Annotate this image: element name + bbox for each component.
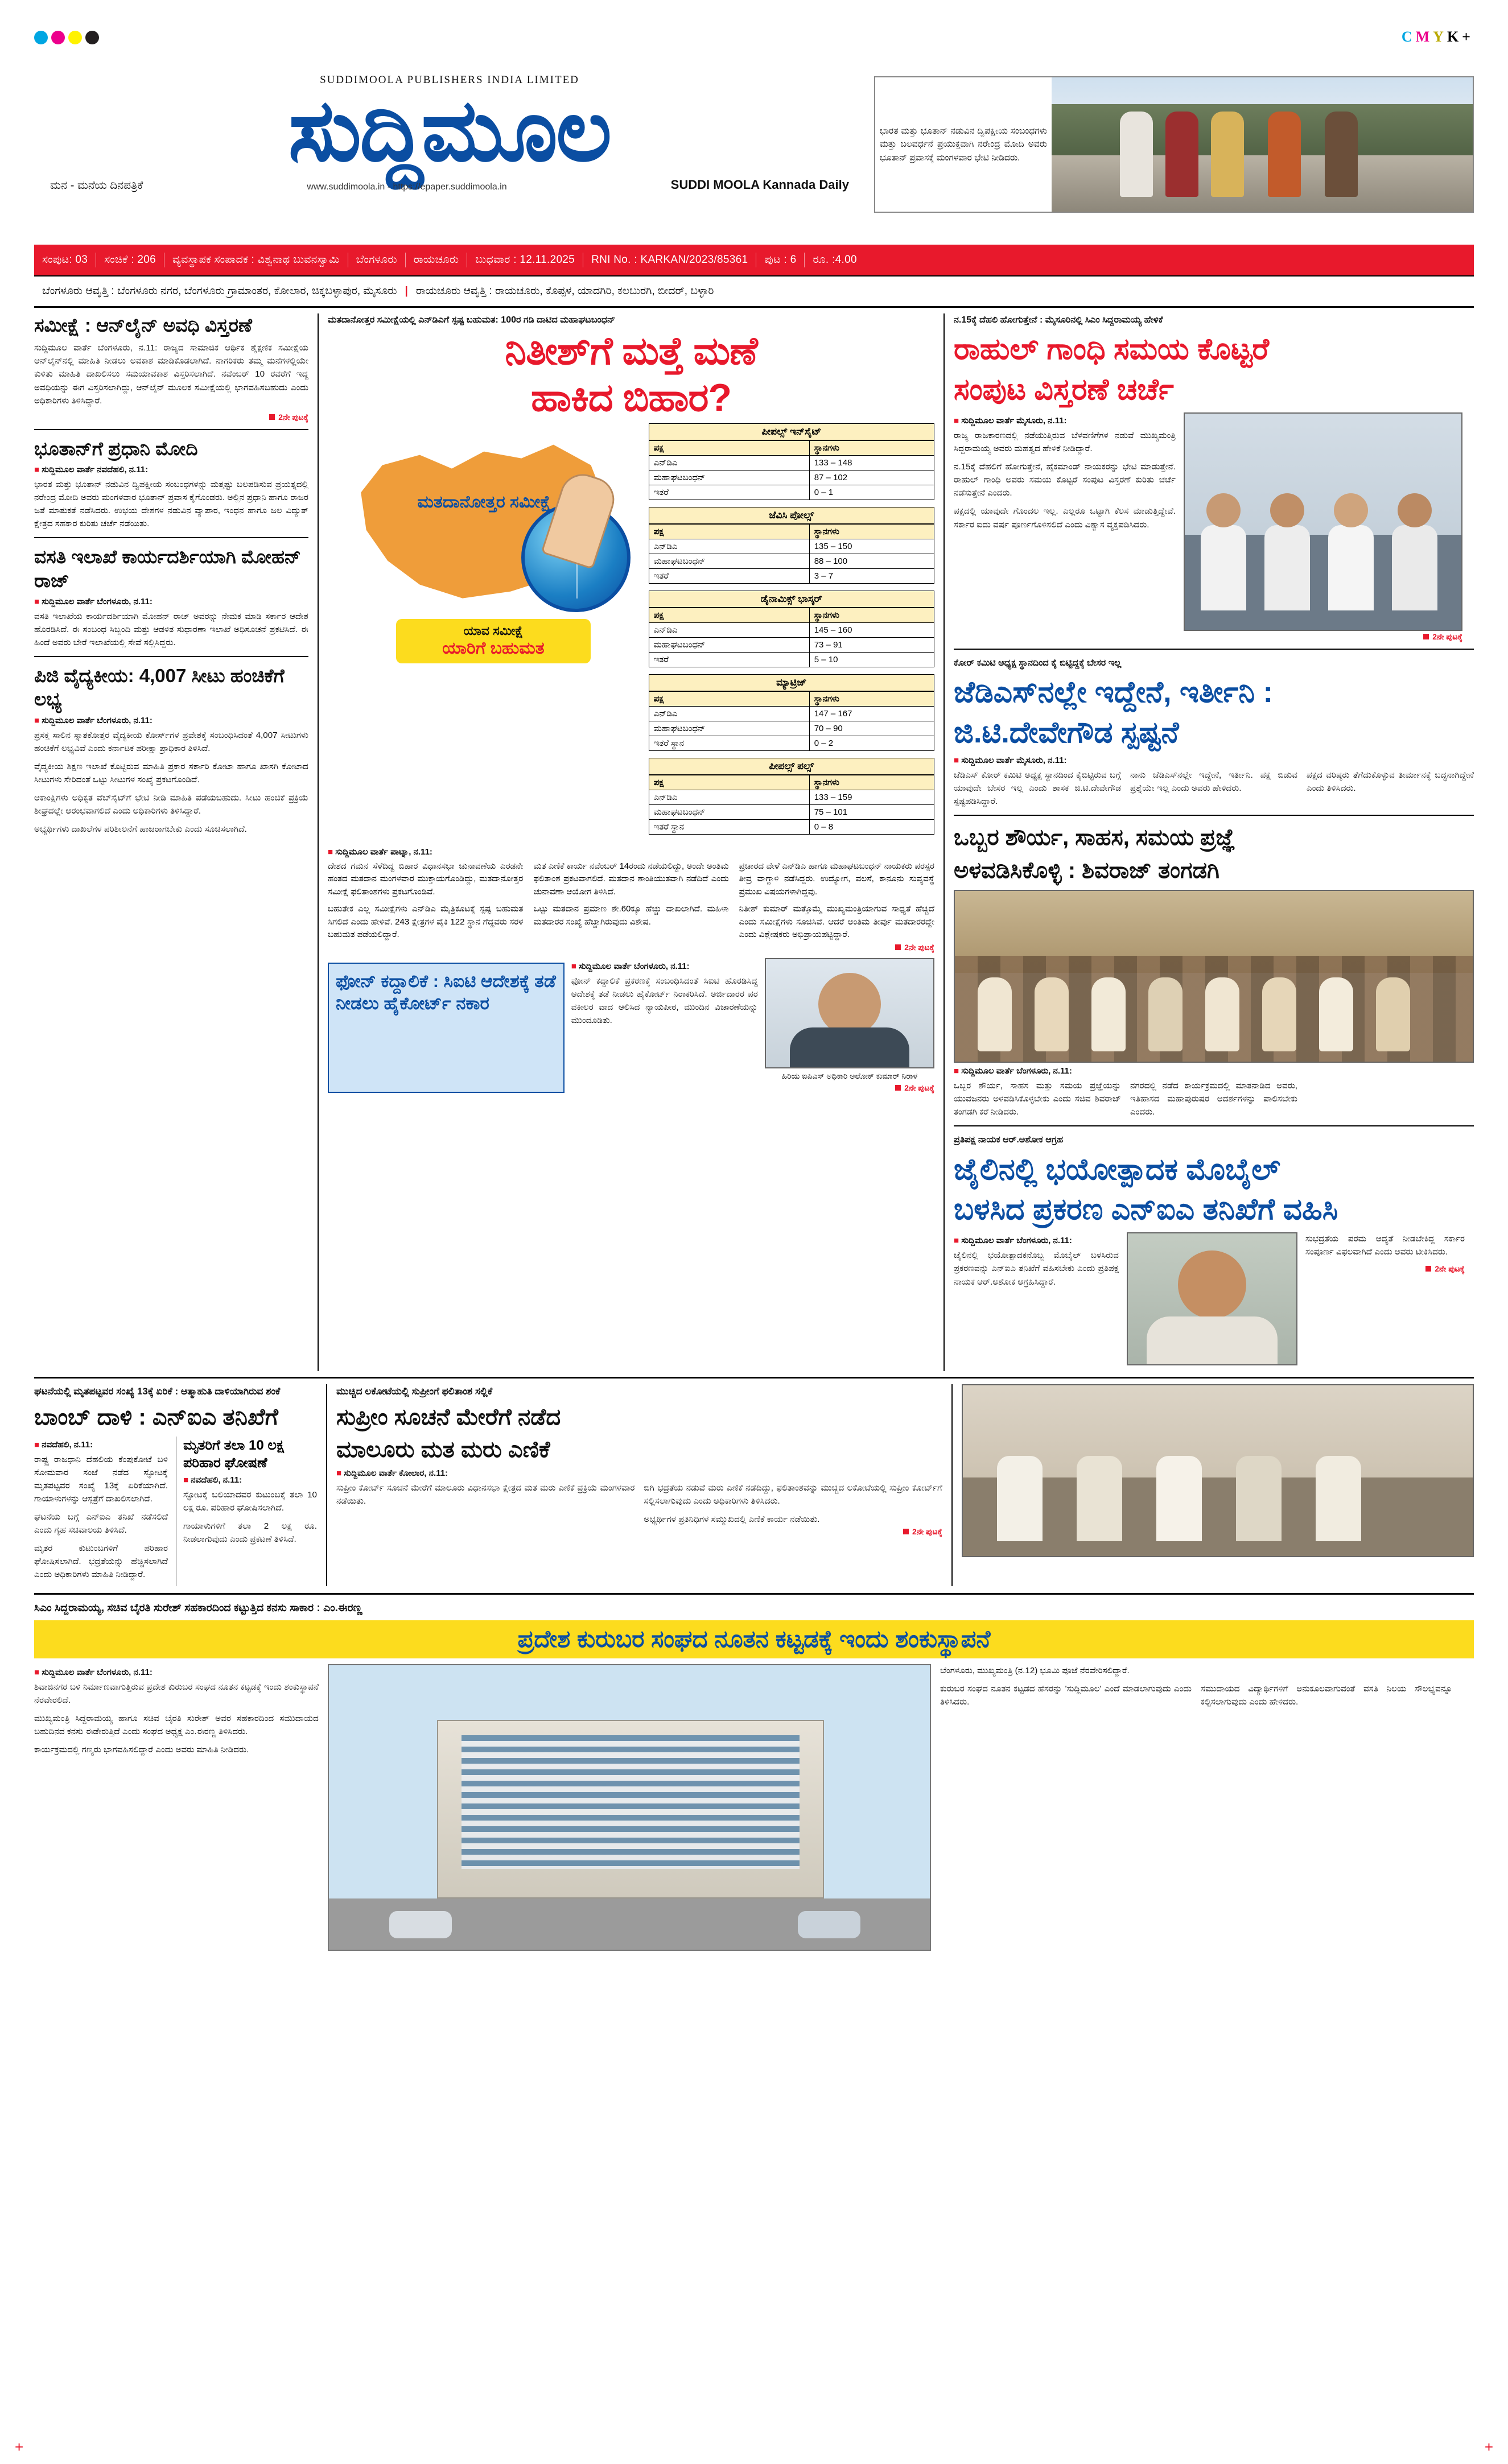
lead-infographic (328, 423, 934, 841)
volume: ಸಂಪುಟ: 03 (42, 254, 88, 266)
story-rahul-kicker: ನ.15ಕ್ಕೆ ದೆಹಲಿ ಹೋಗುತ್ತೇನೆ : ಮೈಸೂರಿನಲ್ಲಿ ಸಿಎಂ ಸಿದ್ದರಾಮಯ್ಯ ಹೇಳಿಕೆ (954, 315, 1163, 325)
story-pg-medical-body3: ಆಕಾಂಕ್ಷಿಗಳು ಅಧಿಕೃತ ವೆಬ್‌ಸೈಟ್‌ಗೆ ಭೇಟಿ ನೀಡಿ ಮಾಹಿತಿ ಪಡೆಯಬಹುದು. ಸೀಟು ಹಂಚಿಕೆ ಪ್ರಕ್ರಿಯೆ ಶೀಘ್ರದಲ್ಲೇ ಆರಂಭವಾಗಲಿದೆ ಎಂದು ಅಧಿಕಾರಿಗಳು ತಿಳಿಸಿದ್ದಾರೆ. (34, 793, 308, 816)
malur-headline2: ಮಾಲೂರು ಮತ ಮರು ಎಣಿಕೆ (336, 1437, 550, 1462)
more-label[interactable]: 2ನೇ ಪುಟಕ್ಕೆ (904, 1083, 934, 1092)
bottom-section (34, 1377, 1474, 1586)
phone-tapping-headline: ಫೋನ್ ಕದ್ದಾಲಿಕೆ : ಸಿಐಟಿ ಆದೇಶಕ್ಕೆ ತಡೆ ನೀಡಲು ಹೈಕೋರ್ಟ್ ನಕಾರ (336, 971, 556, 1013)
poll-row-value: 0 – 2 (809, 736, 934, 750)
story-pg-medical-headline: ಪಿಜಿ ವೈದ್ಯಕೀಯ: 4,007 ಸೀಟು ಹಂಚಿಕೆಗೆ ಲಭ್ಯ (34, 665, 285, 710)
lead-p1: ದೇಶದ ಗಮನ ಸೆಳೆದಿದ್ದ ಬಿಹಾರ ವಿಧಾನಸಭಾ ಚುನಾವಣೆಯ ಎರಡನೇ ಹಂತದ ಮತದಾನ ಮಂಗಳವಾರ ಮುಕ್ತಾಯಗೊಂಡಿದ್ದು, ಮತದಾನೋತ್ತರ ಸಮೀಕ್ಷೆ ಫಲಿತಾಂಶಗಳು ಪ್ರಕಟಗೊಂಡಿವೆ. (328, 861, 524, 897)
poll-row-value: 88 – 100 (809, 554, 934, 568)
poll-row-label: ಇತರೆ ಸ್ಥಾನ (649, 819, 809, 834)
poll-table-dainik-bhaskar (649, 591, 934, 667)
cmyk-label (1402, 28, 1474, 46)
byline-text: ನವದೆಹಲಿ, ನ.11: (191, 1475, 242, 1485)
story-gtd-p1: ಜೆಡಿಎಸ್ ಕೋರ್ ಕಮಿಟಿ ಅಧ್ಯಕ್ಷ ಸ್ಥಾನದಿಂದ ಕೈಬಿಟ್ಟಿರುವ ಬಗ್ಗೆ ಯಾವುದೇ ಬೇಸರ ಇಲ್ಲ ಎಂದು ಶಾಸಕ ಜಿ.ಟಿ.ದೇವೇಗೌಡ ಸ್ಪಷ್ಟಪಡಿಸಿದ್ದಾರೆ. (954, 770, 1121, 807)
kuruba-body-row (34, 1664, 1474, 1951)
kuruba-right-p2: ಸಮುದಾಯದ ವಿದ್ಯಾರ್ಥಿಗಳಿಗೆ ಅನುಕೂಲವಾಗುವಂತೆ ವಸತಿ ನಿಲಯ ಸೌಲಭ್ಯವನ್ನೂ ಕಲ್ಪಿಸಲಾಗುವುದು ಎಂದು ಹೇಳಿದರು. (1201, 1683, 1452, 1707)
story-gtd-headline2: ಜಿ.ಟಿ.ದೇವೇಗೌಡ ಸ್ಪಷ್ಟನೆ (954, 716, 1179, 749)
poll-row-value: 70 – 90 (809, 721, 934, 736)
siddaramaiah-press-photo (1184, 412, 1462, 631)
bomb-p1: ರಾಷ್ಟ್ರ ರಾಜಧಾನಿ ದೆಹಲಿಯ ಕೆಂಪುಕೋಟೆ ಬಳಿ ಸೋಮವಾರ ಸಂಜೆ ನಡೆದ ಸ್ಫೋಟಕ್ಕೆ ಮೃತಪಟ್ಟವರ ಸಂಖ್ಯೆ 13ಕ್ಕೆ ಏರಿಕೆಯಾಗಿದೆ. ಗಾಯಾಳುಗಳನ್ನು ಆಸ್ಪತ್ರೆಗೆ ದಾಖಲಿಸಲಾಗಿದೆ. (34, 1454, 168, 1504)
story-ashok-more (1305, 1264, 1465, 1274)
poll-row-label: ಎನ್‌ಡಿಎ (649, 706, 809, 721)
phone-tapping-block (328, 958, 934, 1093)
poll-row-label: ಮಹಾಘಟಬಂಧನ್ (649, 637, 809, 652)
poll-row-label: ಎನ್‌ಡಿಎ (649, 790, 809, 804)
issue-info-bar (34, 245, 1474, 275)
byline-text: ಸುದ್ದಿಮೂಲ ವಾರ್ತೆ ಬೆಂಗಳೂರು, ನ.11: (961, 1236, 1072, 1246)
story-ashok-headline1: ಜೈಲಿನಲ್ಲಿ ಭಯೋತ್ಪಾದಕ ಮೊಬೈಲ್ (954, 1153, 1280, 1186)
story-ashok-p2: ಸುಭದ್ರತೆಯ ಪರಮ ಆದ್ಯತೆ ನೀಡಬೇಕಿದ್ದ ಸರ್ಕಾರ ಸಂಪೂರ್ಣ ವಿಫಲವಾಗಿದೆ ಎಂದು ಅವರು ಟೀಕಿಸಿದರು. (1305, 1234, 1465, 1257)
tangadagi-event-photo (954, 890, 1474, 1063)
masthead-english-name: SUDDI MOOLA Kannada Daily (670, 178, 849, 192)
story-rahul-p1: ರಾಜ್ಯ ರಾಜಕಾರಣದಲ್ಲಿ ನಡೆಯುತ್ತಿರುವ ಬೆಳವಣಿಗೆಗಳ ನಡುವೆ ಮುಖ್ಯಮಂತ್ರಿ ಸಿದ್ದರಾಮಯ್ಯ ಅವರು ಮಹತ್ವದ ಹೇಳಿಕೆ ನೀಡಿದ್ದಾರೆ. (954, 430, 1176, 454)
compensation-p1: ಸ್ಫೋಟಕ್ಕೆ ಬಲಿಯಾದವರ ಕುಟುಂಬಕ್ಕೆ ತಲಾ 10 ಲಕ್ಷ ರೂ. ಪರಿಹಾರ ಘೋಷಿಸಲಾಗಿದೆ. (183, 1489, 317, 1513)
story-modi-bhutan (34, 437, 308, 531)
phone-tapping-text (571, 958, 758, 1093)
cmyk-c: C (1401, 28, 1416, 45)
color-registration-dots (34, 31, 99, 44)
story-ashok-headline2: ಬಳಸಿದ ಪ್ರಕರಣ ಎನ್‌ಐಎ ತನಿಖೆಗೆ ವಹಿಸಿ (954, 1193, 1338, 1227)
poll-col-seats-2: ಸ್ಥಾನಗಳು (809, 608, 934, 622)
crop-mark-left: + (15, 2438, 24, 2455)
rni-number: RNI No. : KARKAN/2023/85361 (591, 254, 748, 266)
masthead-logo-block (40, 74, 859, 192)
story-gtd-p3: ಪಕ್ಷದ ವರಿಷ್ಠರು ತೆಗೆದುಕೊಳ್ಳುವ ತೀರ್ಮಾನಕ್ಕೆ ಬದ್ಧನಾಗಿದ್ದೇನೆ ಎಂದು ತಿಳಿಸಿದರು. (1307, 770, 1474, 793)
bottom-right (953, 1384, 1474, 1586)
lead-more (328, 943, 934, 952)
lead-p4: ಒಟ್ಟು ಮತದಾನ ಪ್ರಮಾಣ ಶೇ.60ಕ್ಕೂ ಹೆಚ್ಚು ದಾಖಲಾಗಿದೆ. ಮಹಿಳಾ ಮತದಾರರ ಸಂಖ್ಯೆ ಹೆಚ್ಚಾಗಿರುವುದು ವಿಶೇಷ. (533, 904, 729, 927)
story-modi-bhutan-headline: ಭೂತಾನ್‌ಗೆ ಪ್ರಧಾನಿ ಮೋದಿ (34, 438, 198, 459)
phone-tapping-body: ಫೋನ್ ಕದ್ದಾಲಿಕೆ ಪ್ರಕರಣಕ್ಕೆ ಸಂಬಂಧಿಸಿದಂತೆ ಸಿಐಟಿ ಹೊರಡಿಸಿದ್ದ ಆದೇಶಕ್ಕೆ ತಡೆ ನೀಡಲು ಹೈಕೋರ್ಟ್ ನಿರಾಕರಿಸಿದೆ. ಅರ್ಜಿದಾರರ ಪರ ವಕೀಲರ ವಾದ ಆಲಿಸಿದ ನ್ಯಾಯಪೀಠ, ಮುಂದಿನ ವಿಚಾರಣೆಯನ್ನು ಮುಂದೂಡಿತು. (571, 976, 758, 1026)
lead-p5: ಪ್ರಚಾರದ ವೇಳೆ ಎನ್‌ಡಿಎ ಹಾಗೂ ಮಹಾಘಟಬಂಧನ್ ನಾಯಕರು ಪರಸ್ಪರ ತೀವ್ರ ವಾಗ್ದಾಳಿ ನಡೆಸಿದ್ದರು. ಉದ್ಯೋಗ, ವಲಸೆ, ಕಾನೂನು ಸುವ್ಯವಸ್ಥೆ ಪ್ರಮುಖ ವಿಷಯಗಳಾಗಿದ್ದವು. (739, 861, 934, 897)
byline-text: ನವದೆಹಲಿ, ನ.11: (42, 1439, 93, 1450)
kuruba-p2: ಮುಖ್ಯಮಂತ್ರಿ ಸಿದ್ದರಾಮಯ್ಯ ಹಾಗೂ ಸಚಿವ ಬೈರತಿ ಸುರೇಶ್ ಅವರ ಸಹಕಾರದಿಂದ ಸಮುದಾಯದ ಬಹುದಿನದ ಕನಸು ಈಡೇರುತ್ತಿದೆ ಎಂದು ಸಂಘದ ಅಧ್ಯಕ್ಷ ಎಂ.ಈರಣ್ಣ ತಿಳಿಸಿದರು. (34, 1713, 319, 1736)
poll-col-party-3: ಪಕ್ಷ (649, 691, 809, 706)
phone-tapping-box (328, 963, 565, 1093)
more-label[interactable]: 2ನೇ ಪುಟಕ್ಕೆ (278, 412, 308, 422)
story-tangadagi-headline2: ಅಳವಡಿಸಿಕೊಳ್ಳಿ : ಶಿವರಾಜ್ ತಂಗಡಗಿ (954, 858, 1219, 884)
story-rahul-p3: ಪಕ್ಷದಲ್ಲಿ ಯಾವುದೇ ಗೊಂದಲ ಇಲ್ಲ. ಎಲ್ಲರೂ ಒಟ್ಟಾಗಿ ಕೆಲಸ ಮಾಡುತ್ತಿದ್ದೇವೆ. ಸರ್ಕಾರ ಐದು ವರ್ಷ ಪೂರ್ಣಗೊಳಿಸಲಿದೆ ಎಂದು ವಿಶ್ವಾಸ ವ್ಯಕ್ತಪಡಿಸಿದರು. (954, 506, 1176, 530)
poll-table-matrize (649, 674, 934, 751)
poll-col-seats-1: ಸ್ಥಾನಗಳು (809, 524, 934, 539)
bomb-kicker: ಘಟನೆಯಲ್ಲಿ ಮೃತಪಟ್ಟವರ ಸಂಖ್ಯೆ 13ಕ್ಕೆ ಏರಿಕೆ : ಆತ್ಮಾಹುತಿ ದಾಳಿಯಾಗಿರುವ ಶಂಕೆ (34, 1386, 281, 1397)
story-ashok-byline: ■ ಸುದ್ದಿಮೂಲ ವಾರ್ತೆ ಬೆಂಗಳೂರು, ನ.11: (954, 1236, 1072, 1246)
story-pg-medical-seats (34, 664, 308, 836)
byline-text: ಸುದ್ದಿಮೂಲ ವಾರ್ತೆ ಬೆಂಗಳೂರು, ನ.11: (578, 961, 690, 972)
story-gtd-jds (954, 657, 1474, 808)
more-label[interactable]: 2ನೇ ಪುಟಕ್ಕೆ (1435, 1264, 1465, 1273)
story-rahul-byline: ■ ಸುದ್ದಿಮೂಲ ವಾರ್ತೆ ಮೈಸೂರು, ನ.11: (954, 415, 1067, 426)
masthead-tagline: ಮನ - ಮನೆಯ ದಿನಪತ್ರಿಕೆ (50, 179, 143, 192)
story-ashok-kicker: ಪ್ರತಿಪಕ್ಷ ನಾಯಕ ಆರ್.ಅಶೋಕ ಆಗ್ರಹ (954, 1135, 1064, 1145)
kuruba-building-render (328, 1664, 931, 1951)
story-housing-secretary-body: ವಸತಿ ಇಲಾಖೆಯ ಕಾರ್ಯದರ್ಶಿಯಾಗಿ ಮೋಹನ್ ರಾಜ್ ಅವರನ್ನು ನೇಮಕ ಮಾಡಿ ಸರ್ಕಾರ ಆದೇಶ ಹೊರಡಿಸಿದೆ. ಈ ಸಂಬಂಧ ಸಿಬ್ಬಂದಿ ಮತ್ತು ಆಡಳಿತ ಸುಧಾರಣಾ ಇಲಾಖೆ ಅಧಿಸೂಚನೆ ಪ್ರಕಟಿಸಿದೆ. ಈ ಹಿಂದೆ ಅವರು ಬೇರೆ ಇಲಾಖೆಯಲ್ಲಿ ಸೇವೆ ಸಲ್ಲಿಸಿದ್ದರು. (34, 611, 308, 648)
story-ashok-nia (954, 1133, 1474, 1365)
more-label[interactable]: 2ನೇ ಪುಟಕ್ಕೆ (912, 1527, 942, 1537)
bottom-left (34, 1384, 327, 1586)
poll-row-value: 147 – 167 (809, 706, 934, 721)
byline-text: ಸುದ್ದಿಮೂಲ ವಾರ್ತೆ ನವದೆಹಲಿ, ನ.11: (42, 464, 149, 474)
story-tangadagi-body (954, 1079, 1474, 1119)
coverage-raichur: ರಾಯಚೂರು ಆವೃತ್ತಿ : ರಾಯಚೂರು, ಕೊಪ್ಪಳ, ಯಾದಗಿರಿ, ಕಲಬುರಗಿ, ಬೀದರ್, ಬಳ್ಳಾರಿ (415, 285, 714, 297)
bihar-map-graphic (328, 423, 642, 668)
kuruba-byline: ■ ಸುದ್ದಿಮೂಲ ವಾರ್ತೆ ಬೆಂಗಳೂರು, ನ.11: (34, 1667, 153, 1677)
poll-title-1: ಜೆವಿಸಿ ಪೋಲ್ಸ್ (649, 507, 934, 524)
byline-text: ಸುದ್ದಿಮೂಲ ವಾರ್ತೆ ಮೈಸೂರು, ನ.11: (961, 755, 1067, 765)
malur-more (336, 1527, 942, 1537)
compensation-p2: ಗಾಯಾಳುಗಳಿಗೆ ತಲಾ 2 ಲಕ್ಷ ರೂ. ನೀಡಲಾಗುವುದು ಎಂದು ಪ್ರಕಟಣೆ ತಿಳಿಸಿದೆ. (183, 1521, 317, 1545)
more-label[interactable]: 2ನೇ ಪುಟಕ್ಕೆ (1432, 632, 1462, 641)
poll-row-label: ಮಹಾಘಟಬಂಧನ್ (649, 804, 809, 819)
poll-row-label: ಎನ್‌ಡಿಎ (649, 539, 809, 554)
story-online-survey (34, 313, 308, 422)
bomb-headline: ಬಾಂಬ್ ದಾಳಿ : ಎನ್‌ಐಎ ತನಿಖೆಗೆ (34, 1405, 278, 1430)
phone-tapping-more (765, 1083, 934, 1093)
malur-byline: ■ ಸುದ್ದಿಮೂಲ ವಾರ್ತೆ ಕೋಲಾರ, ನ.11: (336, 1468, 448, 1478)
malur-headline1: ಸುಪ್ರೀಂ ಸೂಚನೆ ಮೇರೆಗೆ ನಡೆದ (336, 1405, 561, 1430)
story-rahul-headline1: ರಾಹುಲ್ ಗಾಂಧಿ ಸಮಯ ಕೊಟ್ಟರೆ (954, 333, 1270, 366)
alok-kumar-photo (765, 958, 934, 1068)
compensation-byline: ■ ನವದೆಹಲಿ, ನ.11: (183, 1475, 242, 1485)
poll-row-label: ಮಹಾಘಟಬಂಧನ್ (649, 470, 809, 485)
compensation-headline: ಮೃತರಿಗೆ ತಲಾ 10 ಲಕ್ಷ ಪರಿಹಾರ ಘೋಷಣೆ (183, 1437, 284, 1471)
map-label: ಮತದಾನೋತ್ತರ ಸಮೀಕ್ಷೆ (417, 492, 551, 511)
publisher-line: SUDDIMOOLA PUBLISHERS INDIA LIMITED (320, 74, 579, 86)
story-rahul-p2: ನ.15ಕ್ಕೆ ದೆಹಲಿಗೆ ಹೋಗುತ್ತೇನೆ, ಹೈಕಮಾಂಡ್ ನಾಯಕರನ್ನು ಭೇಟಿ ಮಾಡುತ್ತೇನೆ. ರಾಹುಲ್ ಗಾಂಧಿ ಅವರು ಸಮಯ ಕೊಟ್ಟರೆ ಸಂಪುಟ ವಿಸ್ತರಣೆ ಕುರಿತು ಚರ್ಚೆ ನಡೆಸುತ್ತೇನೆ ಎಂದರು. (954, 462, 1176, 498)
byline-text: ಸುದ್ದಿಮೂಲ ವಾರ್ತೆ ಬೆಂಗಳೂರು, ನ.11: (42, 715, 153, 725)
kuruba-kicker: ಸಿಎಂ ಸಿದ್ದರಾಮಯ್ಯ, ಸಚಿವ ಬೈರತಿ ಸುರೇಶ್ ಸಹಕಾರದಿಂದ ಕಟ್ಟುತ್ತಿದ ಕನಸು ಸಾಕಾರ : ಎಂ.ಈರಣ್ಣ (34, 1602, 362, 1615)
survey-callout (396, 619, 591, 663)
malur-kicker: ಮುಚ್ಚಿದ ಲಕೋಟೆಯಲ್ಲಿ ಸುಪ್ರೀಂಗೆ ಫಲಿತಾಂಶ ಸಲ್ಲಿಕೆ (336, 1386, 493, 1397)
story-gtd-p2: ನಾನು ಜೆಡಿಎಸ್‌ನಲ್ಲೇ ಇದ್ದೇನೆ, ಇರ್ತೀನಿ. ಪಕ್ಷ ಬಿಡುವ ಪ್ರಶ್ನೆಯೇ ಇಲ್ಲ ಎಂದು ಅವರು ಹೇಳಿದರು. (1130, 770, 1297, 793)
lead-byline: ■ ಸುದ್ದಿಮೂಲ ವಾರ್ತೆ ಪಾಟ್ನಾ, ನ.11: (328, 847, 432, 857)
lead-kicker: ಮತದಾನೋತ್ತರ ಸಮೀಕ್ಷೆಯಲ್ಲಿ ಎನ್‌ಡಿಎಗೆ ಸ್ಪಷ್ಟ ಬಹುಮತ: 100ರ ಗಡಿ ದಾಟಿದ ಮಹಾಘಟಬಂಧನ್ (328, 315, 616, 325)
story-gtd-body (954, 769, 1474, 808)
story-tangadagi-byline: ■ ಸುದ್ದಿಮೂಲ ವಾರ್ತೆ ಬೆಂಗಳೂರು, ನ.11: (954, 1066, 1072, 1076)
price: ರೂ. :4.00 (813, 254, 857, 266)
byline-text: ಸುದ್ದಿಮೂಲ ವಾರ್ತೆ ಬೆಂಗಳೂರು, ನ.11: (961, 1066, 1072, 1076)
byline-text: ಸುದ್ದಿಮೂಲ ವಾರ್ತೆ ಬೆಂಗಳೂರು, ನ.11: (42, 1667, 153, 1677)
story-online-survey-body: ಸುದ್ದಿಮೂಲ ವಾರ್ತೆ ಬೆಂಗಳೂರು, ನ.11: ರಾಜ್ಯದ ಸಾಮಾಜಿಕ ಆರ್ಥಿಕ ಶೈಕ್ಷಣಿಕ ಸಮೀಕ್ಷೆಯ ಆನ್‌ಲೈನ್‌ನಲ್ಲಿ ಮಾಹಿತಿ ನೀಡಲು ಅವಕಾಶ ಮಾಡಿಕೊಡಲಾಗಿದೆ. ನಾಗರಿಕರು ತಮ್ಮ ಮನೆಗಳಲ್ಲಿಯೇ ಕುಳಿತು ಮಾಹಿತಿ ದಾಖಲಿಸಲು ಸಮಯಾವಕಾಶ ವಿಸ್ತರಿಸಲಾಗಿದೆ. ನವೆಂಬರ್ 10 ರವರೆಗೆ ಇದ್ದ ಅವಧಿಯನ್ನು ಈಗ ವಿಸ್ತರಿಸಲಾಗಿದ್ದು, ಆನ್‌ಲೈನ್ ಮೂಲಕ ಸಮೀಕ್ಷೆಯಲ್ಲಿ ಭಾಗವಹಿಸಬಹುದು ಎಂದು ಅಧಿಕಾರಿಗಳು ತಿಳಿಸಿದ್ದಾರೆ. (34, 343, 308, 406)
poll-row-value: 0 – 1 (809, 485, 934, 500)
coverage-bengaluru: ಬೆಂಗಳೂರು ಆವೃತ್ತಿ : ಬೆಂಗಳೂರು ನಗರ, ಬೆಂಗಳೂರು ಗ್ರಾಮಾಂತರ, ಕೋಲಾರ, ಚಿಕ್ಕಬಳ್ಳಾಪುರ, ಮೈಸೂರು (42, 285, 397, 297)
cmyk-y: Y (1433, 28, 1447, 45)
story-ashok-p1: ಜೈಲಿನಲ್ಲಿ ಭಯೋತ್ಪಾದಕನೊಬ್ಬ ಮೊಬೈಲ್ ಬಳಸಿರುವ ಪ್ರಕರಣವನ್ನು ಎನ್‌ಐಎ ತನಿಖೆಗೆ ವಹಿಸಬೇಕು ಎಂದು ಪ್ರತಿಪಕ್ಷ ನಾಯಕ ಆರ್.ಅಶೋಕ ಆಗ್ರಹಿಸಿದ್ದಾರೆ. (954, 1250, 1119, 1287)
story-gtd-headline1: ಜೆಡಿಎಸ್‌ನಲ್ಲೇ ಇದ್ದೇನೆ, ಇರ್ತೀನಿ : (954, 676, 1273, 709)
masthead-website[interactable]: www.suddimoola.in - https://epaper.suddimoola.in (307, 182, 507, 192)
kuruba-right-byline: ಬೆಂಗಳೂರು, ಮುಖ್ಯಮಂತ್ರಿ (ನ.12) ಭೂಮಿ ಪೂಜೆ ನೆರವೇರಿಸಲಿದ್ದಾರೆ. (940, 1665, 1130, 1675)
malur-p1: ಸುಪ್ರೀಂ ಕೋರ್ಟ್ ಸೂಚನೆ ಮೇರೆಗೆ ಮಾಲೂರು ವಿಧಾನಸಭಾ ಕ್ಷೇತ್ರದ ಮತ ಮರು ಎಣಿಕೆ ಪ್ರಕ್ರಿಯೆ ಮಂಗಳವಾರ ನಡೆಯಿತು. (336, 1483, 635, 1507)
kuruba-sangha-story (34, 1593, 1474, 1950)
poll-row-label: ಮಹಾಘಟಬಂಧನ್ (649, 721, 809, 736)
issue-number: ಸಂಚಿಕೆ : 206 (104, 254, 156, 266)
edition-bengaluru: ಬೆಂಗಳೂರು (356, 254, 397, 266)
byline-text: ಸುದ್ದಿಮೂಲ ವಾರ್ತೆ ಪಾಟ್ನಾ, ನ.11: (335, 847, 432, 857)
masthead-photo-caption-box (875, 77, 1052, 212)
malur-body (336, 1481, 942, 1526)
story-rahul-cabinet (954, 313, 1474, 642)
story-pg-medical-byline: ■ ಸುದ್ದಿಮೂಲ ವಾರ್ತೆ ಬೆಂಗಳೂರು, ನ.11: (34, 715, 153, 725)
kuruba-headline-band: ಪ್ರದೇಶ ಕುರುಬರ ಸಂಘದ ನೂತನ ಕಟ್ಟಡಕ್ಕೆ ಇಂದು ಶಂಕುಸ್ಥಾಪನೆ (34, 1620, 1474, 1658)
poll-title-4: ಪೀಪಲ್ಸ್ ಪಲ್ಸ್ (649, 758, 934, 775)
poll-table-jvc (649, 507, 934, 584)
poll-col-seats-0: ಸ್ಥಾನಗಳು (809, 440, 934, 455)
phone-tapping-byline: ■ ಸುದ್ದಿಮೂಲ ವಾರ್ತೆ ಬೆಂಗಳೂರು, ನ.11: (571, 961, 690, 972)
malur-p3: ಅಭ್ಯರ್ಥಿಗಳ ಪ್ರತಿನಿಧಿಗಳ ಸಮ್ಮುಖದಲ್ಲಿ ಎಣಿಕೆ ಕಾರ್ಯ ನಡೆಯಿತು. (644, 1514, 820, 1525)
byline-text: ಸುದ್ದಿಮೂಲ ವಾರ್ತೆ ಮೈಸೂರು, ನ.11: (961, 415, 1067, 426)
masthead (34, 57, 1474, 245)
poll-row-value: 87 – 102 (809, 470, 934, 485)
cmyk-m: M (1415, 28, 1433, 45)
bomb-p2: ಘಟನೆಯ ಬಗ್ಗೆ ಎನ್‌ಐಎ ತನಿಖೆ ನಡೆಸಲಿದೆ ಎಂದು ಗೃಹ ಸಚಿವಾಲಯ ತಿಳಿಸಿದೆ. (34, 1512, 168, 1536)
column-center-lead (319, 313, 945, 1371)
survey-callout-line1: ಯಾವ ಸಮೀಕ್ಷೆ (463, 623, 524, 638)
story-online-survey-headline: ಸಮೀಕ್ಷೆ : ಆನ್‌ಲೈನ್ ಅವಧಿ ವಿಸ್ತರಣೆ (34, 315, 252, 336)
story-tangadagi-p2: ನಗರದಲ್ಲಿ ನಡೆದ ಕಾರ್ಯಕ್ರಮದಲ್ಲಿ ಮಾತನಾಡಿದ ಅವರು, ಇತಿಹಾಸದ ಮಹಾಪುರುಷರ ಆದರ್ಶಗಳನ್ನು ಪಾಲಿಸಬೇಕು ಎಂದರು. (1130, 1081, 1297, 1117)
publication-date: ಬುಧವಾರ : 12.11.2025 (475, 254, 575, 266)
edition-coverage-bar: ಬೆಂಗಳೂರು ಆವೃತ್ತಿ : ಬೆಂಗಳೂರು ನಗರ, ಬೆಂಗಳೂರು ಗ್ರಾಮಾಂತರ, ಕೋಲಾರ, ಚಿಕ್ಕಬಳ್ಳಾಪುರ, ಮೈಸೂರು | ರಾಯಚೂರು ಆವೃತ್ತಿ : ರಾಯಚೂರು, ಕೊಪ್ಪಳ, ಯಾದಗಿರಿ, ಕಲಬುರಗಿ, ಬೀದರ್, ಬಳ್ಳಾರಿ (34, 275, 1474, 308)
crop-mark-right: + (1484, 2438, 1493, 2455)
poll-row-value: 73 – 91 (809, 637, 934, 652)
newspaper-logo: ಸುದ್ದಿಮೂಲ (289, 82, 611, 178)
poll-title-3: ಮ್ಯಾಟ್ರಿಜ್ (649, 674, 934, 691)
story-shivaraj-tangadagi (954, 823, 1474, 1119)
story-pg-medical-body4: ಅಭ್ಯರ್ಥಿಗಳು ದಾಖಲೆಗಳ ಪರಿಶೀಲನೆಗೆ ಹಾಜರಾಗಬೇಕು ಎಂದು ಸೂಚಿಸಲಾಗಿದೆ. (34, 824, 247, 835)
story-pg-medical-body1: ಪ್ರಸಕ್ತ ಸಾಲಿನ ಸ್ನಾತಕೋತ್ತರ ವೈದ್ಯಕೀಯ ಕೋರ್ಸ್‌ಗಳ ಪ್ರವೇಶಕ್ಕೆ ಸಂಬಂಧಿಸಿದಂತೆ 4,007 ಸೀಟುಗಳು ಹಂಚಿಕೆಗೆ ಲಭ್ಯವಿವೆ ಎಂದು ಕರ್ನಾಟಕ ಪರೀಕ್ಷಾ ಪ್ರಾಧಿಕಾರ ತಿಳಿಸಿದೆ. (34, 730, 308, 753)
story-rahul-more (1184, 632, 1462, 642)
bomb-p3: ಮೃತರ ಕುಟುಂಬಗಳಿಗೆ ಪರಿಹಾರ ಘೋಷಿಸಲಾಗಿದೆ. ಭದ್ರತೆಯನ್ನು ಹೆಚ್ಚಿಸಲಾಗಿದೆ ಎಂದು ಅಧಿಕಾರಿಗಳು ಮಾಹಿತಿ ನೀಡಿದ್ದಾರೆ. (34, 1543, 168, 1580)
poll-row-value: 5 – 10 (809, 652, 934, 667)
poll-title-0: ಪೀಪಲ್ಸ್ ಇನ್‌ಸೈಟ್ (649, 423, 934, 440)
poll-row-label: ಎನ್‌ಡಿಎ (649, 622, 809, 637)
poll-row-value: 133 – 148 (809, 455, 934, 470)
exit-poll-tables (649, 423, 934, 841)
poll-col-party-0: ಪಕ್ಷ (649, 440, 809, 455)
poll-row-value: 75 – 101 (809, 804, 934, 819)
lead-p2: ಬಹುತೇಕ ಎಲ್ಲ ಸಮೀಕ್ಷೆಗಳು ಎನ್‌ಡಿಎ ಮೈತ್ರಿಕೂಟಕ್ಕೆ ಸ್ಪಷ್ಟ ಬಹುಮತ ಸಿಗಲಿದೆ ಎಂದು ಹೇಳಿವೆ. 243 ಕ್ಷೇತ್ರಗಳ ಪೈಕಿ 122 ಸ್ಥಾನ ಗೆದ್ದವರು ಸರಳ ಬಹುಮತ ಪಡೆಯಲಿದ್ದಾರೆ. (328, 904, 524, 940)
poll-row-label: ಇತರೆ (649, 652, 809, 667)
poll-row-label: ಎನ್‌ಡಿಎ (649, 455, 809, 470)
main-columns (34, 313, 1474, 1371)
story-modi-bhutan-body: ಭಾರತ ಮತ್ತು ಭೂತಾನ್ ನಡುವಿನ ದ್ವಿಪಕ್ಷೀಯ ಸಂಬಂಧಗಳನ್ನು ಮತ್ತಷ್ಟು ಬಲಪಡಿಸುವ ಪ್ರಯತ್ನದಲ್ಲಿ ನರೇಂದ್ರ ಮೋದಿ ಅವರು ಮಂಗಳವಾರ ಭೂತಾನ್ ಪ್ರವಾಸ ಕೈಗೊಂಡರು. ಅಲ್ಲಿನ ಪ್ರಧಾನಿ ಹಾಗೂ ರಾಜರ ಜತೆ ಮಾತುಕತೆ ನಡೆಸಿದರು. ಉಭಯ ದೇಶಗಳ ನಡುವಿನ ವ್ಯಾಪಾರ, ಇಂಧನ ಹಾಗೂ ಜಲ ವಿದ್ಯುತ್ ಕ್ಷೇತ್ರದ ಸಹಕಾರ ಕುರಿತು ಚರ್ಚೆ ನಡೆಯಿತು. (34, 479, 308, 529)
column-right (945, 313, 1474, 1371)
bottom-right-photo (962, 1384, 1474, 1557)
poll-row-label: ಇತರೆ ಸ್ಥಾನ (649, 736, 809, 750)
ashok-photo (1127, 1232, 1297, 1365)
alok-kumar-caption: ಹಿರಿಯ ಐಪಿಎಸ್ ಅಧಿಕಾರಿ ಅಲೋಕ್ ಕುಮಾರ್ ನಿರಾಳ (781, 1071, 918, 1081)
survey-callout-line2: ಯಾರಿಗೆ ಬಹುಮತ (442, 638, 545, 658)
cmyk-plus: + (1462, 28, 1474, 45)
story-tangadagi-headline1: ಒಬ್ಬರ ಶೌರ್ಯ, ಸಾಹಸ, ಸಮಯ ಪ್ರಜ್ಞೆ (954, 825, 1235, 851)
kuruba-p1: ಶಿವಾಜಿನಗರ ಬಳಿ ನಿರ್ಮಾಣವಾಗುತ್ತಿರುವ ಪ್ರದೇಶ ಕುರುಬರ ಸಂಘದ ನೂತನ ಕಟ್ಟಡಕ್ಕೆ ಇಂದು ಶಂಕುಸ್ಥಾಪನೆ ನೆರವೇರಲಿದೆ. (34, 1682, 319, 1705)
column-left (34, 313, 319, 1371)
poll-row-label: ಮಹಾಘಟಬಂಧನ್ (649, 554, 809, 568)
story-pg-medical-body2: ವೈದ್ಯಕೀಯ ಶಿಕ್ಷಣ ಇಲಾಖೆ ಕೊಟ್ಟಿರುವ ಮಾಹಿತಿ ಪ್ರಕಾರ ಸರ್ಕಾರಿ ಕೋಟಾ ಹಾಗೂ ಖಾಸಗಿ ಕೋಟಾದ ಸೀಟುಗಳು ಸೇರಿದಂತೆ ಒಟ್ಟು ಸೀಟುಗಳ ಸಂಖ್ಯೆ ಪ್ರಕಟಗೊಂಡಿದೆ. (34, 761, 308, 785)
story-tangadagi-p1: ಒಬ್ಬರ ಶೌರ್ಯ, ಸಾಹಸ ಮತ್ತು ಸಮಯ ಪ್ರಜ್ಞೆಯನ್ನು ಯುವಜನರು ಅಳವಡಿಸಿಕೊಳ್ಳಬೇಕು ಎಂದು ಸಚಿವ ಶಿವರಾಜ್ ತಂಗಡಗಿ ಕರೆ ನೀಡಿದರು. (954, 1081, 1121, 1117)
poll-title-2: ಡೈನಾಮಿಕ್ಸ್ ಭಾಸ್ಕರ್ (649, 591, 934, 608)
malur-p2: ಬಿಗಿ ಭದ್ರತೆಯ ನಡುವೆ ಮರು ಎಣಿಕೆ ನಡೆದಿದ್ದು, ಫಲಿತಾಂಶವನ್ನು ಮುಚ್ಚಿದ ಲಕೋಟೆಯಲ್ಲಿ ಸುಪ್ರೀಂ ಕೋರ್ಟ್‌ಗೆ ಸಲ್ಲಿಸಲಾಗುವುದು ಎಂದು ಅಧಿಕಾರಿಗಳು ತಿಳಿಸಿದರು. (644, 1483, 942, 1507)
cmyk-k: K (1447, 28, 1462, 45)
poll-row-value: 0 – 8 (809, 819, 934, 834)
lead-body-columns (328, 860, 934, 942)
phone-tapping-photo-block (765, 958, 934, 1093)
managing-editor: ವ್ಯವಸ್ಥಾಪಕ ಸಂಪಾದಕ : ವಿಶ್ವನಾಥ ಬುವನಸ್ವಾಮಿ (172, 254, 340, 266)
story-gtd-kicker: ಕೋರ್ ಕಮಿಟಿ ಅಧ್ಯಕ್ಷ ಸ್ಥಾನದಿಂದ ಕೈ ಬಿಟ್ಟಿದ್ದಕ್ಕೆ ಬೇಸರ ಇಲ್ಲ (954, 658, 1122, 668)
edition-raichur: ರಾಯಚೂರು (413, 254, 459, 266)
lead-p3: ಮತ ಎಣಿಕೆ ಕಾರ್ಯ ನವೆಂಬರ್ 14ರಂದು ನಡೆಯಲಿದ್ದು, ಅಂದೇ ಅಂತಿಮ ಫಲಿತಾಂಶ ಪ್ರಕಟವಾಗಲಿದೆ. ಮತದಾನ ಶಾಂತಿಯುತವಾಗಿ ನಡೆದಿದೆ ಎಂದು ಚುನಾವಣಾ ಆಯೋಗ ತಿಳಿಸಿದೆ. (533, 861, 729, 897)
masthead-photo (874, 76, 1474, 213)
masthead-photo-caption: ಭಾರತ ಮತ್ತು ಭೂತಾನ್ ನಡುವಿನ ದ್ವಿಪಕ್ಷೀಯ ಸಂಬಂಧಗಳು ಮತ್ತು ಬಲವರ್ಧನೆ ಪ್ರಯುಕ್ತವಾಗಿ ನರೇಂದ್ರ ಮೋದಿ ಅವರು ಭೂತಾನ್ ಪ್ರವಾಸಕ್ಕೆ ಮಂಗಳವಾರ ಭೇಟಿ ನೀಡಿದರು. (880, 126, 1047, 163)
lead-p6: ನಿತೀಶ್ ಕುಮಾರ್ ಮತ್ತೊಮ್ಮೆ ಮುಖ್ಯಮಂತ್ರಿಯಾಗುವ ಸಾಧ್ಯತೆ ಹೆಚ್ಚಿದೆ ಎಂದು ಸಮೀಕ್ಷೆಗಳು ಸೂಚಿಸಿವೆ. ಆದರೆ ಅಂತಿಮ ತೀರ್ಪು ಮತದಾರರದ್ದೇ ಎಂದು ವಿಶ್ಲೇಷಕರು ಅಭಿಪ್ರಾಯಪಟ್ಟಿದ್ದಾರೆ. (739, 904, 934, 940)
more-label[interactable]: 2ನೇ ಪುಟಕ್ಕೆ (904, 943, 934, 952)
bottom-center (327, 1384, 953, 1586)
poll-col-party-2: ಪಕ್ಷ (649, 608, 809, 622)
story-housing-secretary-headline: ವಸತಿ ಇಲಾಖೆ ಕಾರ್ಯದರ್ಶಿಯಾಗಿ ಮೋಹನ್ ರಾಜ್ (34, 546, 301, 591)
poll-row-value: 135 – 150 (809, 539, 934, 554)
poll-row-label: ಇತರೆ (649, 568, 809, 583)
lead-headline-line1: ನಿತೀಶ್‌ಗೆ ಮತ್ತೆ ಮಣೆ (505, 329, 757, 373)
byline-text: ಸುದ್ದಿಮೂಲ ವಾರ್ತೆ ಬೆಂಗಳೂರು, ನ.11: (42, 596, 153, 606)
poll-row-label: ಇತರೆ (649, 485, 809, 500)
kuruba-p3: ಕಾರ್ಯಕ್ರಮದಲ್ಲಿ ಗಣ್ಯರು ಭಾಗವಹಿಸಲಿದ್ದಾರೆ ಎಂದು ಅವರು ಮಾಹಿತಿ ನೀಡಿದರು. (34, 1745, 249, 1755)
story-gtd-byline: ■ ಸುದ್ದಿಮೂಲ ವಾರ್ತೆ ಮೈಸೂರು, ನ.11: (954, 755, 1067, 765)
page-count: ಪುಟ : 6 (764, 254, 797, 266)
poll-table-peoples-insight (649, 423, 934, 500)
top-registration-bar (34, 23, 1474, 57)
poll-row-value: 145 – 160 (809, 622, 934, 637)
poll-table-peoples-pulse (649, 758, 934, 835)
poll-col-party-4: ಪಕ್ಷ (649, 775, 809, 790)
bomb-byline: ■ ನವದೆಹಲಿ, ನ.11: (34, 1439, 93, 1450)
story-online-survey-more (34, 412, 308, 422)
poll-row-value: 3 – 7 (809, 568, 934, 583)
story-housing-secretary-byline: ■ ಸುದ್ದಿಮೂಲ ವಾರ್ತೆ ಬೆಂಗಳೂರು, ನ.11: (34, 596, 153, 606)
poll-col-seats-3: ಸ್ಥಾನಗಳು (809, 691, 934, 706)
story-housing-secretary (34, 545, 308, 649)
story-rahul-headline2: ಸಂಪುಟ ವಿಸ್ತರಣೆ ಚರ್ಚೆ (954, 373, 1174, 406)
lead-headline-line2: ಹಾಕಿದ ಬಿಹಾರ? (530, 376, 732, 420)
kuruba-right-p1: ಕುರುಬರ ಸಂಘದ ನೂತನ ಕಟ್ಟಡದ ಹೆಸರನ್ನು 'ಸುದ್ದಿಮೂಲ' ಎಂದೆ ಮಾಡಲಾಗುವುದು ಎಂದು ತಿಳಿಸಿದರು. (940, 1683, 1192, 1707)
bomb-two-col (34, 1437, 317, 1587)
poll-col-party-1: ಪಕ್ಷ (649, 524, 809, 539)
byline-text: ಸುದ್ದಿಮೂಲ ವಾರ್ತೆ ಕೋಲಾರ, ನ.11: (344, 1468, 448, 1478)
poll-row-value: 133 – 159 (809, 790, 934, 804)
poll-col-seats-4: ಸ್ಥಾನಗಳು (809, 775, 934, 790)
story-modi-bhutan-byline: ■ ಸುದ್ದಿಮೂಲ ವಾರ್ತೆ ನವದೆಹಲಿ, ನ.11: (34, 464, 149, 474)
